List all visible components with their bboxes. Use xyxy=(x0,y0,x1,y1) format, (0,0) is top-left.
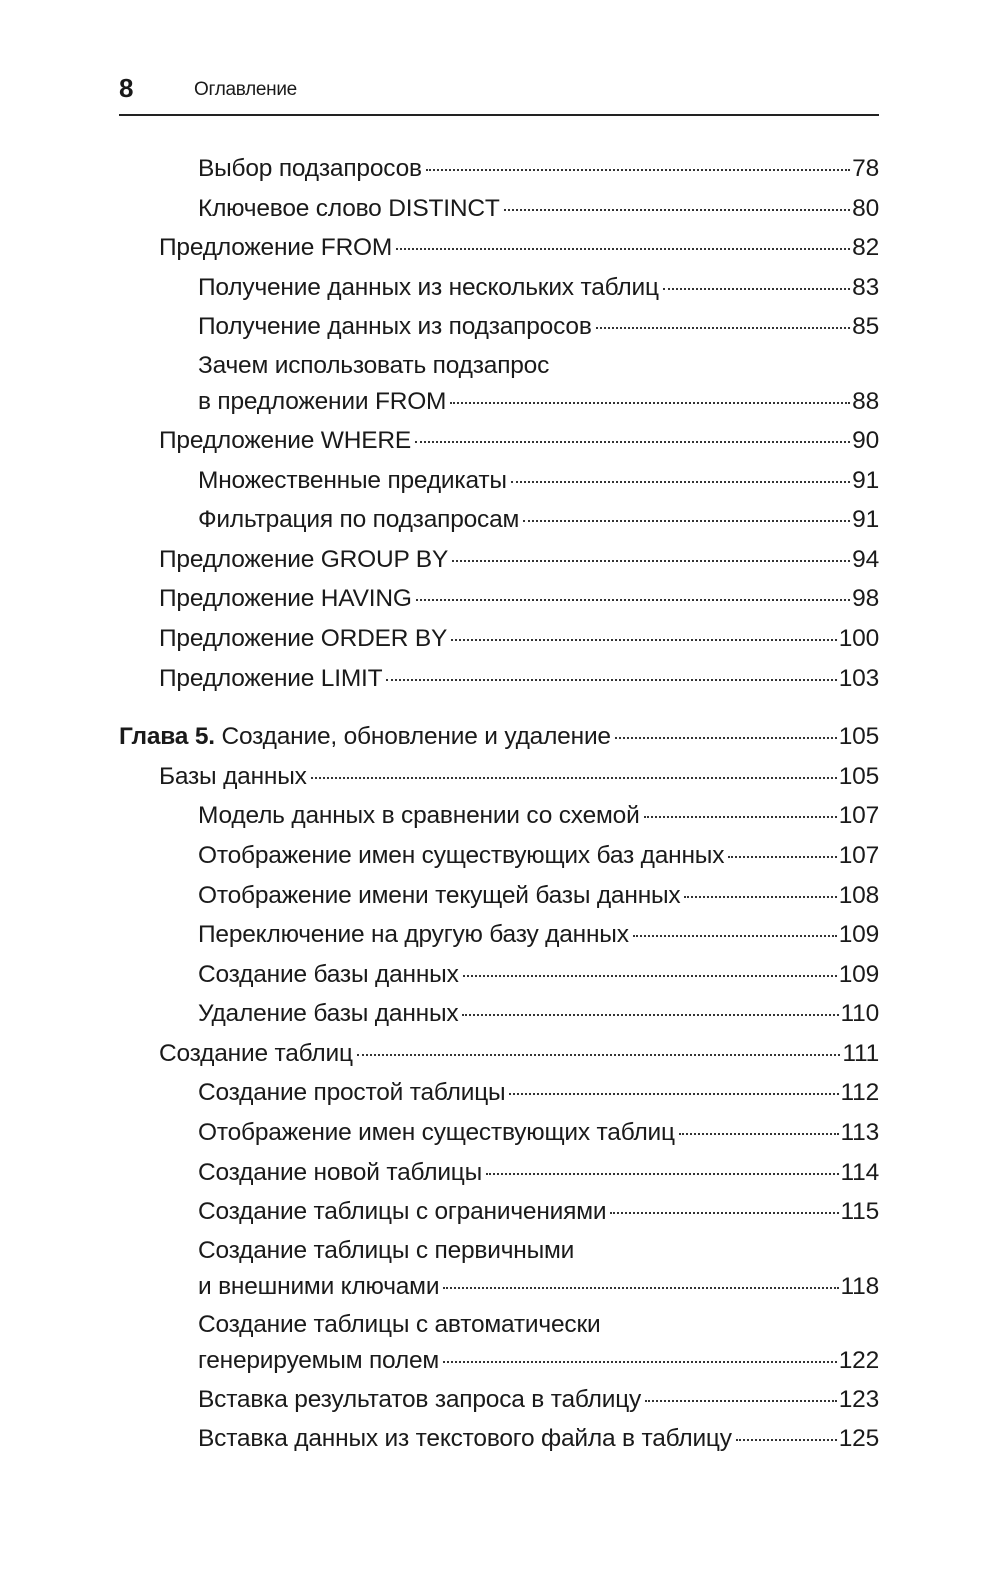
toc-entry-page-number: 88 xyxy=(852,387,879,415)
toc-entry-title xyxy=(159,619,447,659)
toc-entry[interactable] xyxy=(119,836,879,876)
toc-entry-title-text: Модель данных в сравнении со схемой xyxy=(198,802,640,830)
toc-entry-title-text: Создание таблицы с ограничениями xyxy=(198,1198,607,1226)
toc-entry-title xyxy=(198,1419,732,1459)
toc-entry-page-number: 113 xyxy=(840,1119,879,1147)
toc-entry-line xyxy=(159,228,879,268)
toc-entry[interactable] xyxy=(119,500,879,540)
toc-entry-page-number: 90 xyxy=(852,426,879,454)
toc-entry-line xyxy=(198,500,879,540)
toc-entry-page-number: 98 xyxy=(852,585,879,613)
toc-entry[interactable] xyxy=(119,347,879,421)
toc-entry[interactable] xyxy=(119,796,879,836)
toc-entry-title xyxy=(119,717,611,757)
toc-entry-title xyxy=(198,836,724,876)
toc-entry-title-text: Предложение FROM xyxy=(159,234,393,262)
dot-leader xyxy=(644,816,837,818)
toc-entry-title xyxy=(198,1153,482,1193)
toc-entry-title xyxy=(159,579,412,619)
toc-entry-title-text: Предложение HAVING xyxy=(159,585,412,613)
toc-entry-page-number: 112 xyxy=(840,1079,879,1107)
toc-entry-title-text: Отображение имен существующих таблиц xyxy=(198,1119,675,1147)
toc-entry-page-number: 80 xyxy=(852,194,879,222)
toc-entry-line xyxy=(198,1342,879,1380)
dot-leader xyxy=(396,248,850,250)
running-title: Оглавление xyxy=(194,79,297,100)
toc-entry-title-text: Фильтрация по подзапросам xyxy=(198,506,520,534)
toc-entry-line xyxy=(159,1034,879,1074)
dot-leader xyxy=(357,1054,841,1056)
toc-entry-title xyxy=(198,383,446,421)
toc-entry-line xyxy=(159,757,879,797)
toc-chapter-entry[interactable] xyxy=(119,717,879,757)
toc-entry-line xyxy=(198,796,879,836)
toc-entry-title xyxy=(198,307,592,347)
toc-entry[interactable] xyxy=(119,461,879,501)
toc-entry[interactable] xyxy=(119,955,879,995)
toc-entry-title xyxy=(159,228,392,268)
toc-entry-title-line1: Зачем использовать подзапрос xyxy=(198,351,550,379)
toc-entry-page-number: 82 xyxy=(852,234,879,262)
toc-entry-page-number: 114 xyxy=(840,1158,879,1186)
dot-leader xyxy=(452,560,850,562)
dot-leader xyxy=(610,1212,838,1214)
toc-entry-line xyxy=(159,579,879,619)
toc-entry[interactable] xyxy=(119,1306,879,1380)
toc-entry[interactable] xyxy=(119,757,879,797)
toc-entry-page-number: 118 xyxy=(840,1272,879,1300)
toc-entry-line xyxy=(198,1419,879,1459)
dot-leader xyxy=(311,777,837,779)
dot-leader xyxy=(451,639,837,641)
toc-entry-title xyxy=(198,994,458,1034)
dot-leader xyxy=(679,1133,839,1135)
dot-leader xyxy=(463,975,837,977)
toc-entry-title-text: и внешними ключами xyxy=(198,1272,440,1300)
toc-entry[interactable] xyxy=(119,1380,879,1420)
toc-entry[interactable] xyxy=(119,149,879,189)
toc-entry[interactable] xyxy=(119,1073,879,1113)
toc-entry-title-text: Удаление базы данных xyxy=(198,1000,459,1028)
toc-entry-title-text: Получение данных из подзапросов xyxy=(198,313,592,341)
toc-entry-title xyxy=(198,1192,606,1232)
toc-entry-page-number: 83 xyxy=(852,273,879,301)
toc-entry-title-text: Создание простой таблицы xyxy=(198,1079,506,1107)
toc-entry-title xyxy=(159,659,382,699)
toc-entry-page-number: 111 xyxy=(842,1039,879,1067)
toc-entry-page-number: 115 xyxy=(840,1198,879,1226)
toc-entry[interactable] xyxy=(119,619,879,659)
toc-entry-title xyxy=(159,540,448,580)
dot-leader xyxy=(443,1287,838,1289)
toc-entry-page-number: 107 xyxy=(838,802,879,830)
toc-entry-title-text: Создание, обновление и удаление xyxy=(221,723,611,751)
toc-entry-title xyxy=(198,796,640,836)
toc-entry[interactable] xyxy=(119,579,879,619)
toc-entry-title-text: Создание новой таблицы xyxy=(198,1158,483,1186)
dot-leader xyxy=(486,1173,838,1175)
toc-entry[interactable] xyxy=(119,540,879,580)
toc-entry-page-number: 91 xyxy=(852,506,879,534)
toc-entry-title-text: Ключевое слово DISTINCT xyxy=(198,194,500,222)
toc-entry-page-number: 107 xyxy=(838,841,879,869)
dot-leader xyxy=(415,441,850,443)
toc-entry-line xyxy=(159,540,879,580)
toc-entry-line xyxy=(159,659,879,699)
toc-entry-title xyxy=(198,876,680,916)
toc-entry-page-number: 110 xyxy=(840,1000,879,1028)
toc-entry-title xyxy=(198,500,519,540)
toc-entry[interactable] xyxy=(119,1153,879,1193)
toc-entry[interactable] xyxy=(119,994,879,1034)
toc-entry-page-number: 108 xyxy=(838,881,879,909)
toc-entry-title-text: Вставка результатов запроса в таблицу xyxy=(198,1385,642,1413)
toc-entry-line xyxy=(198,955,879,995)
toc-entry-page-number: 122 xyxy=(838,1346,879,1374)
toc-entry-line xyxy=(198,915,879,955)
dot-leader xyxy=(416,599,850,601)
dot-leader xyxy=(684,896,836,898)
toc-entry[interactable] xyxy=(119,659,879,699)
toc-entry-line xyxy=(198,268,879,308)
toc-entry-title xyxy=(198,955,459,995)
toc-entry-title xyxy=(198,461,507,501)
toc-entry-title-text: Получение данных из нескольких таблиц xyxy=(198,273,659,301)
toc-entry-title-text: Предложение LIMIT xyxy=(159,664,383,692)
toc-entry-line xyxy=(198,1073,879,1113)
toc-entry[interactable] xyxy=(119,307,879,347)
toc-entry-line xyxy=(198,1153,879,1193)
toc-entry-line xyxy=(198,383,879,421)
toc-entry-page-number: 78 xyxy=(852,155,879,182)
toc-entry-page-number: 123 xyxy=(838,1385,879,1413)
toc-entry-title xyxy=(198,915,629,955)
toc-entry-title xyxy=(198,149,422,189)
dot-leader xyxy=(728,856,836,858)
dot-leader xyxy=(633,935,837,937)
running-header xyxy=(119,70,879,116)
toc-entry[interactable] xyxy=(119,1034,879,1074)
toc-entry-title-line1: Создание таблицы с автоматически xyxy=(198,1310,601,1338)
toc-entry-line xyxy=(198,307,879,347)
toc-entry-title-text: Базы данных xyxy=(159,762,307,790)
toc-entry-line xyxy=(198,836,879,876)
toc-entry-title xyxy=(198,268,659,308)
toc-entry-line xyxy=(159,619,879,659)
toc-entry-title-text: Предложение WHERE xyxy=(159,426,411,454)
dot-leader xyxy=(509,1093,838,1095)
toc-entry-line xyxy=(198,1192,879,1232)
dot-leader xyxy=(443,1361,837,1363)
toc-entry-title-line1: Создание таблицы с первичными xyxy=(198,1236,575,1264)
toc-entry-line xyxy=(198,994,879,1034)
dot-leader xyxy=(615,737,837,739)
toc-entry[interactable] xyxy=(119,1113,879,1153)
toc-entry-title xyxy=(198,189,500,229)
toc-entry-page-number: 94 xyxy=(852,545,879,573)
toc-entry-title-text: Создание базы данных xyxy=(198,960,459,988)
toc-entry[interactable] xyxy=(119,915,879,955)
dot-leader xyxy=(596,327,850,329)
toc-entry[interactable] xyxy=(119,268,879,308)
toc-entry-title-text: генерируемым полем xyxy=(198,1346,440,1374)
toc-entry-title xyxy=(198,1113,675,1153)
dot-leader xyxy=(511,481,850,483)
dot-leader xyxy=(386,679,836,681)
toc-entry-title xyxy=(198,1380,641,1420)
toc-entry-line xyxy=(159,421,879,461)
toc-entry-title-text: Переключение на другую базу данных xyxy=(198,921,629,949)
toc-entry[interactable] xyxy=(119,1232,879,1306)
toc-entry-title-text: в предложении FROM xyxy=(198,387,447,415)
toc-entry-page-number: 125 xyxy=(838,1425,879,1453)
table-of-contents xyxy=(119,149,879,1459)
toc-entry-page-number: 91 xyxy=(852,466,879,494)
toc-entry-title xyxy=(198,1073,505,1113)
toc-entry[interactable] xyxy=(119,189,879,229)
toc-entry-title-text: Создание таблиц xyxy=(159,1039,353,1067)
dot-leader xyxy=(523,520,850,522)
toc-entry-title xyxy=(159,421,411,461)
toc-entry-title-text: Отображение имен существующих баз данных xyxy=(198,841,725,869)
dot-leader xyxy=(450,402,850,404)
dot-leader xyxy=(426,169,850,171)
dot-leader xyxy=(462,1014,838,1016)
toc-entry-page-number: 100 xyxy=(838,624,879,652)
toc-entry-title-text: Предложение GROUP BY xyxy=(159,545,449,573)
toc-entry-page-number: 105 xyxy=(838,723,879,751)
dot-leader xyxy=(504,209,851,211)
toc-entry-page-number: 105 xyxy=(838,762,879,790)
toc-entry-page-number: 109 xyxy=(838,960,879,988)
toc-entry-title-text: Выбор подзапросов xyxy=(198,155,422,182)
page-number: 8 xyxy=(119,73,134,103)
toc-entry[interactable] xyxy=(119,876,879,916)
dot-leader xyxy=(663,288,850,290)
toc-entry-title-text: Предложение ORDER BY xyxy=(159,624,448,652)
toc-entry-line xyxy=(198,149,879,189)
toc-entry-line xyxy=(119,717,879,757)
toc-entry-page-number: 85 xyxy=(852,313,879,341)
toc-entry-title xyxy=(198,1342,439,1380)
toc-entry-title-text: Вставка данных из текстового файла в таблицу xyxy=(198,1425,732,1453)
toc-entry-title xyxy=(159,757,307,797)
toc-entry[interactable] xyxy=(119,421,879,461)
toc-entry-page-number: 103 xyxy=(838,664,879,692)
dot-leader xyxy=(645,1400,837,1402)
toc-entry-title xyxy=(159,1034,353,1074)
toc-entry-title-text: Множественные предикаты xyxy=(198,466,507,494)
toc-entry-line xyxy=(198,1113,879,1153)
toc-entry-page-number: 109 xyxy=(838,921,879,949)
toc-entry-line xyxy=(198,876,879,916)
toc-entry-line xyxy=(198,1380,879,1420)
chapter-label: Глава 5. xyxy=(119,723,215,751)
toc-entry-line xyxy=(198,1268,879,1306)
toc-entry[interactable] xyxy=(119,1192,879,1232)
dot-leader xyxy=(736,1439,837,1441)
toc-entry[interactable] xyxy=(119,1419,879,1459)
toc-entry-line xyxy=(198,189,879,229)
toc-entry-title-text: Отображение имени текущей базы данных xyxy=(198,881,681,909)
toc-entry-line xyxy=(198,461,879,501)
toc-entry[interactable] xyxy=(119,228,879,268)
toc-entry-title xyxy=(198,1268,439,1306)
